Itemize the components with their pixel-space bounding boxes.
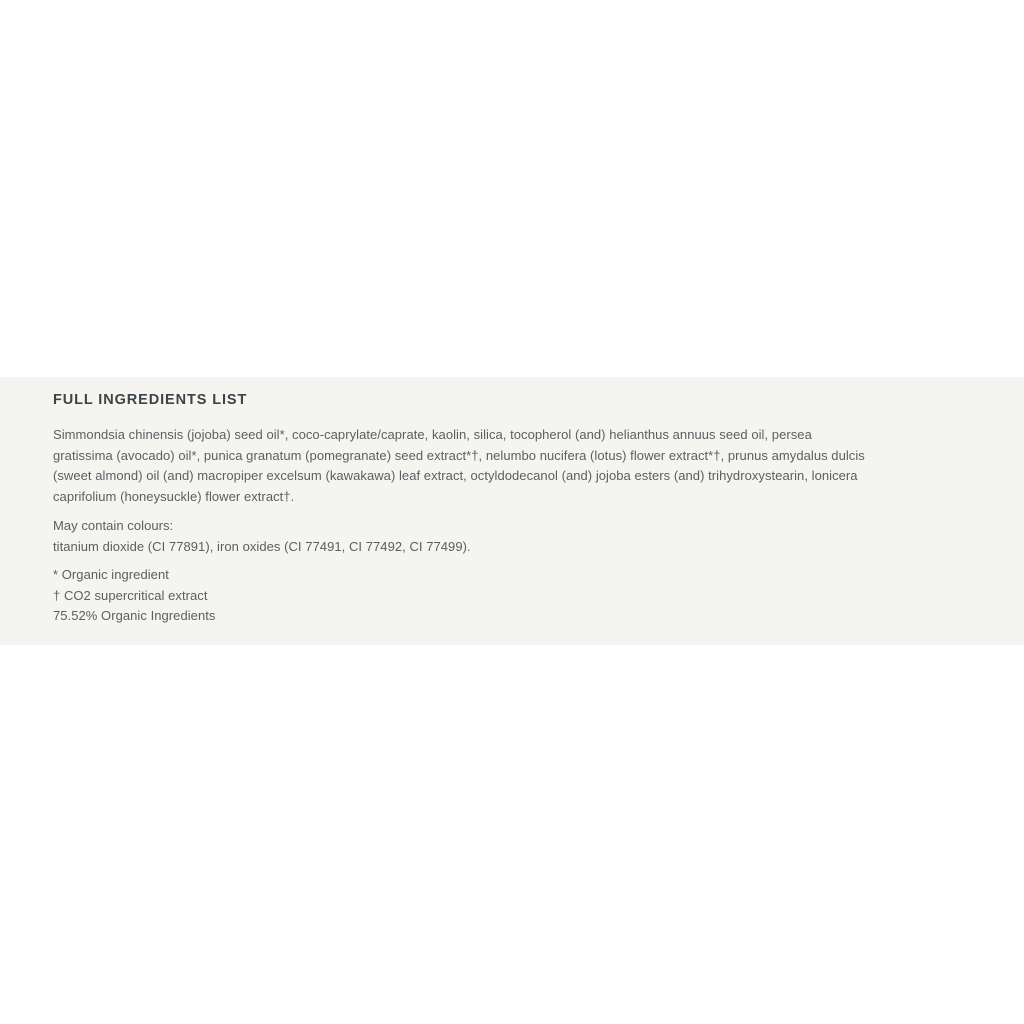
colours-label: May contain colours: [53,518,174,533]
colours-list: titanium dioxide (CI 77891), iron oxides (CI 77491, CI 77492, CI 77499). [53,538,471,554]
footnote-organic: * Organic ingredient [53,567,169,582]
section-title: FULL INGREDIENTS LIST [53,392,248,408]
ingredients-line: gratissima (avocado) oil*, punica granatum (pomegranate) seed extract*†, nelumbo nucifera (lotus) flower extract*†, prunus amydalus dulcis [53,447,865,463]
ingredients-line: Simmondsia chinensis (jojoba) seed oil*, coco-caprylate/caprate, kaolin, silica, tocopherol (and) helianthus annuus seed oil, persea [53,427,812,442]
footnote-co2: † CO2 supercritical extract [53,587,208,603]
ingredients-line: caprifolium (honeysuckle) flower extract†. [53,488,295,504]
ingredients-text [53,425,994,507]
ingredients-line: (sweet almond) oil (and) macropiper excelsum (kawakawa) leaf extract, octyldodecanol (and) jojoba esters (and) trihydroxystearin, lonicera [53,468,858,483]
organic-percentage: 75.52% Organic Ingredients [53,608,216,623]
footnotes [53,565,994,627]
colours-text [53,516,994,557]
ingredients-panel [0,377,1024,645]
